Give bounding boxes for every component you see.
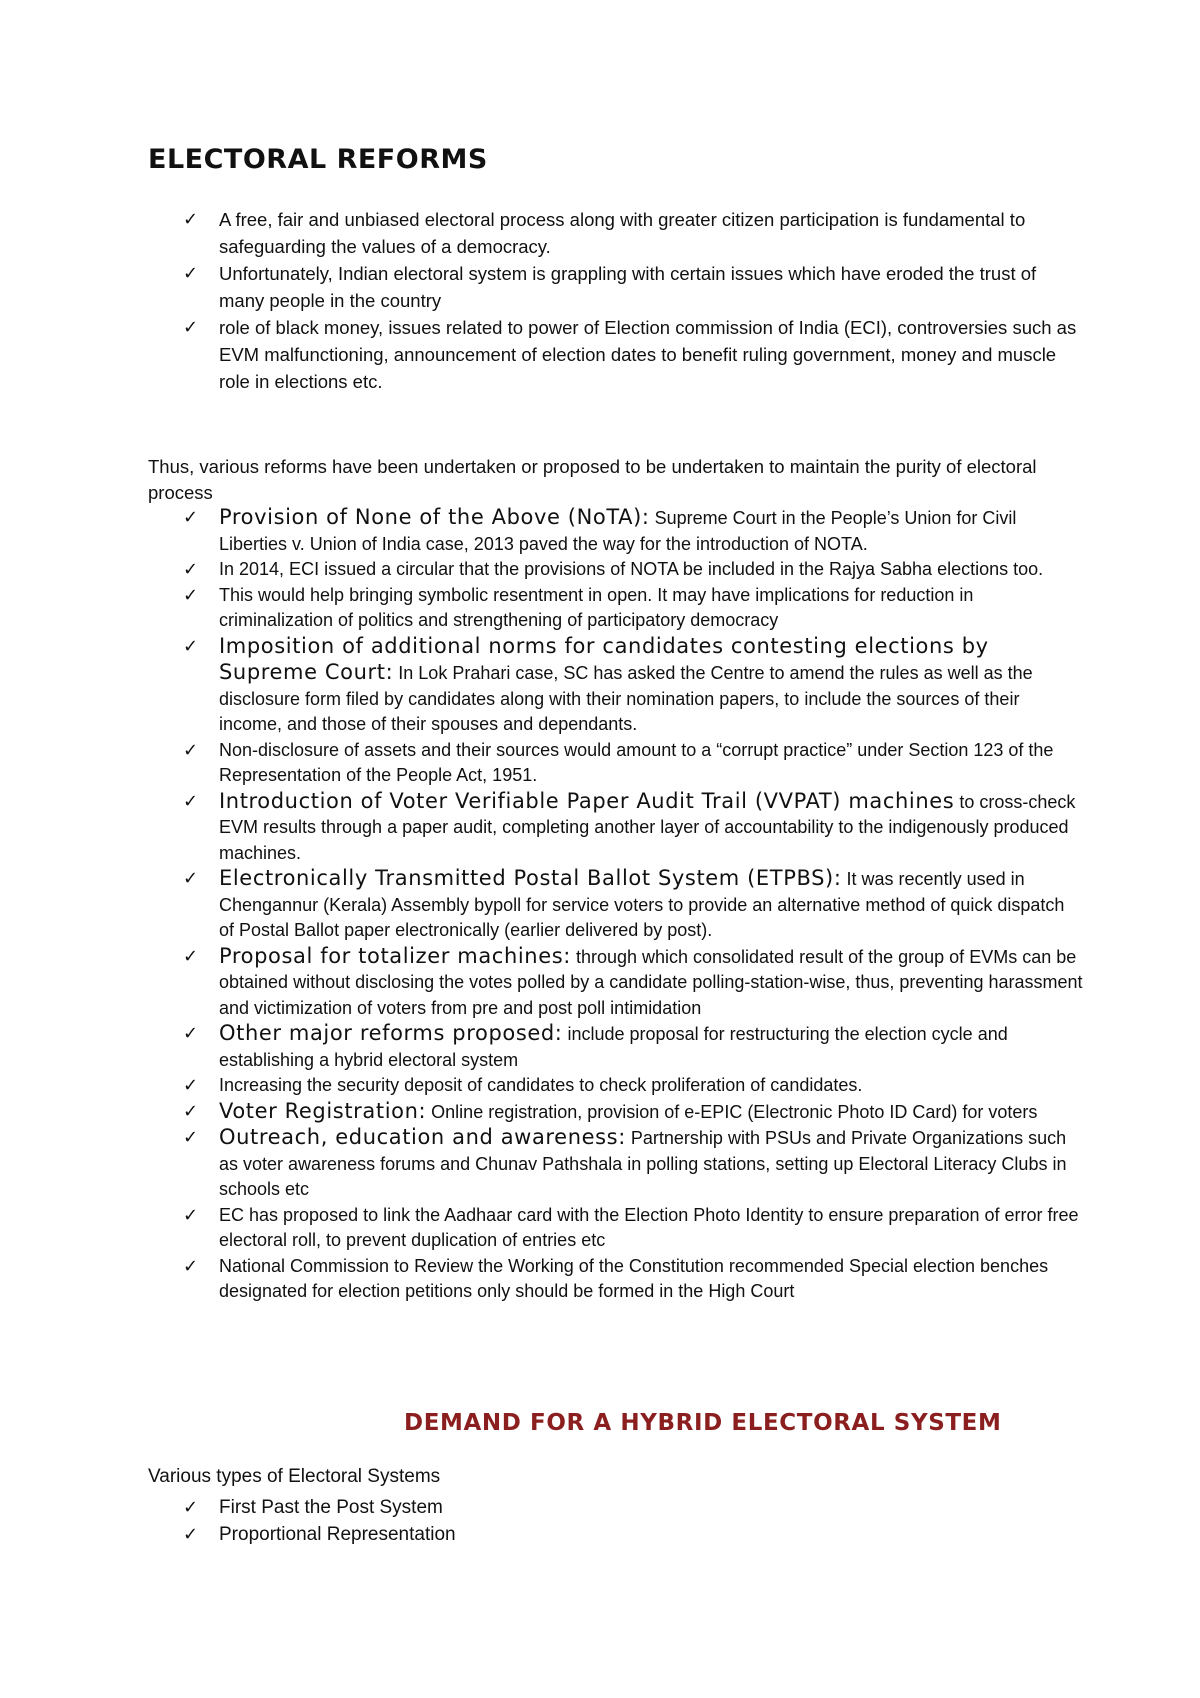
list-item (183, 583, 1083, 634)
item-text: First Past the Post System (219, 1497, 443, 1518)
list-item (183, 1254, 1083, 1305)
item-text: It was recently used in Chengannur (Kerala) Assembly bypoll for service voters to provide an alternative method of quick dispatch of Postal Ballot paper electronically (earlier delivered by post). (219, 869, 1065, 940)
item-text: Proportional Representation (219, 1524, 456, 1545)
item-text: Supreme Court in the People’s Union for Civil Liberties v. Union of India case, 2013 paved the way for the introduction of NOTA. (219, 508, 1017, 554)
list-item (183, 206, 1083, 260)
item-text: to cross-check EVM results through a paper audit, completing another layer of accountability to the indigenously produced machines. (219, 791, 1076, 863)
subheading: Various types of Electoral Systems (148, 1466, 441, 1487)
list-item (183, 634, 1083, 738)
list-item (183, 1021, 1083, 1073)
checkmark-icon: ✓ (183, 1023, 199, 1044)
list-item (183, 1073, 1083, 1099)
item-text: EC has proposed to link the Aadhaar card with the Election Photo Identity to ensure preparation of error free electoral roll, to prevent duplication of entries etc (219, 1204, 1079, 1250)
checkmark-icon: ✓ (183, 790, 199, 812)
intro-paragraph: Thus, various reforms have been undertaken or proposed to be undertaken to maintain the purity of electoral process (148, 456, 1037, 503)
list-item (183, 1125, 1083, 1203)
item-text: Non-disclosure of assets and their sources would amount to a “corrupt practice” under Section 123 of the Representation of the People Act, 1951. (219, 739, 1054, 785)
item-text: Partnership with PSUs and Private Organizations such as voter awareness forums and Chunav Pathshala in polling stations, setting up Electoral Literacy Clubs in schools etc (219, 1128, 1067, 1199)
checkmark-icon: ✓ (183, 1497, 199, 1518)
reform-heading: Electronically Transmitted Postal Ballot System (ETPBS): (219, 866, 842, 890)
page-title: ELECTORAL REFORMS (148, 144, 488, 175)
reform-heading: Outreach, education and awareness: (219, 1125, 626, 1149)
list-item (183, 314, 1083, 395)
checkmark-icon: ✓ (183, 945, 199, 967)
item-text: National Commission to Review the Working of the Constitution recommended Special election benches designated for election petitions only should be formed in the High Court (219, 1255, 1049, 1301)
list-item (183, 866, 1083, 944)
item-text: A free, fair and unbiased electoral process along with greater citizen participation is fundamental to safeguarding the values of a democracy. (219, 209, 1026, 257)
section-heading: DEMAND FOR A HYBRID ELECTORAL SYSTEM (404, 1410, 1002, 1436)
checkmark-icon: ✓ (183, 1255, 199, 1277)
item-text: In 2014, ECI issued a circular that the provisions of NOTA be included in the Rajya Sabha elections too. (219, 559, 1044, 579)
item-text: role of black money, issues related to power of Election commission of India (ECI), controversies such as EVM malfunctioning, announcement of election dates to benefit ruling government, money and muscle role in elections etc. (219, 317, 1077, 392)
checkmark-icon: ✓ (183, 1100, 199, 1122)
list-item (183, 738, 1083, 789)
item-text: include proposal for restructuring the election cycle and establishing a hybrid electoral system (219, 1024, 1008, 1070)
list-item (183, 944, 1083, 1022)
checkmark-icon: ✓ (183, 559, 199, 580)
checkmark-icon: ✓ (183, 1524, 199, 1545)
list-item (183, 505, 1083, 557)
reform-heading: Other major reforms proposed: (219, 1021, 563, 1045)
reform-heading: Provision of None of the Above (NoTA): (219, 505, 650, 529)
reform-heading: Imposition of additional norms for candidates contesting elections by Supreme Court: (219, 633, 989, 684)
intro-list (183, 206, 1083, 395)
system-types-list (183, 1494, 1083, 1548)
reform-heading: Voter Registration: (219, 1098, 427, 1123)
item-text: In Lok Prahari case, SC has asked the Centre to amend the rules as well as the disclosure form filed by candidates along with their nomination papers, to include the sources of their income, and those of their spouses and dependants. (219, 663, 1033, 734)
checkmark-icon: ✓ (183, 635, 199, 657)
checkmark-icon: ✓ (183, 1075, 199, 1096)
list-item (183, 1494, 1083, 1521)
list-item (183, 260, 1083, 314)
item-text: Online registration, provision of e-EPIC (Electronic Photo ID Card) for voters (426, 1101, 1038, 1122)
reform-heading: Introduction of Voter Verifiable Paper Audit Trail (VVPAT) machines (219, 788, 955, 813)
list-item (183, 557, 1083, 583)
checkmark-icon: ✓ (183, 739, 199, 761)
list-item (183, 1203, 1083, 1254)
checkmark-icon: ✓ (183, 507, 199, 528)
checkmark-icon: ✓ (183, 1204, 199, 1226)
item-text: Unfortunately, Indian electoral system is grappling with certain issues which have eroded the trust of many people in the country (219, 263, 1037, 311)
item-text: This would help bringing symbolic resentment in open. It may have implications for reduction in criminalization of politics and strengthening of participatory democracy (219, 584, 974, 630)
checkmark-icon: ✓ (183, 209, 199, 230)
checkmark-icon: ✓ (183, 263, 199, 284)
list-item (183, 1099, 1083, 1126)
reforms-list (183, 505, 1083, 1305)
list-item (183, 1521, 1083, 1548)
checkmark-icon: ✓ (183, 317, 199, 338)
reform-heading: Proposal for totalizer machines: (219, 943, 571, 968)
item-text: through which consolidated result of the group of EVMs can be obtained without disclosing the votes polled by a candidate polling-station-wise, thus, preventing harassment and victimization of voters from pre and post poll intimidation (219, 946, 1083, 1018)
checkmark-icon: ✓ (183, 1127, 199, 1148)
checkmark-icon: ✓ (183, 584, 199, 606)
item-text: Increasing the security deposit of candidates to check proliferation of candidates. (219, 1075, 863, 1095)
checkmark-icon: ✓ (183, 868, 199, 889)
list-item (183, 789, 1083, 867)
